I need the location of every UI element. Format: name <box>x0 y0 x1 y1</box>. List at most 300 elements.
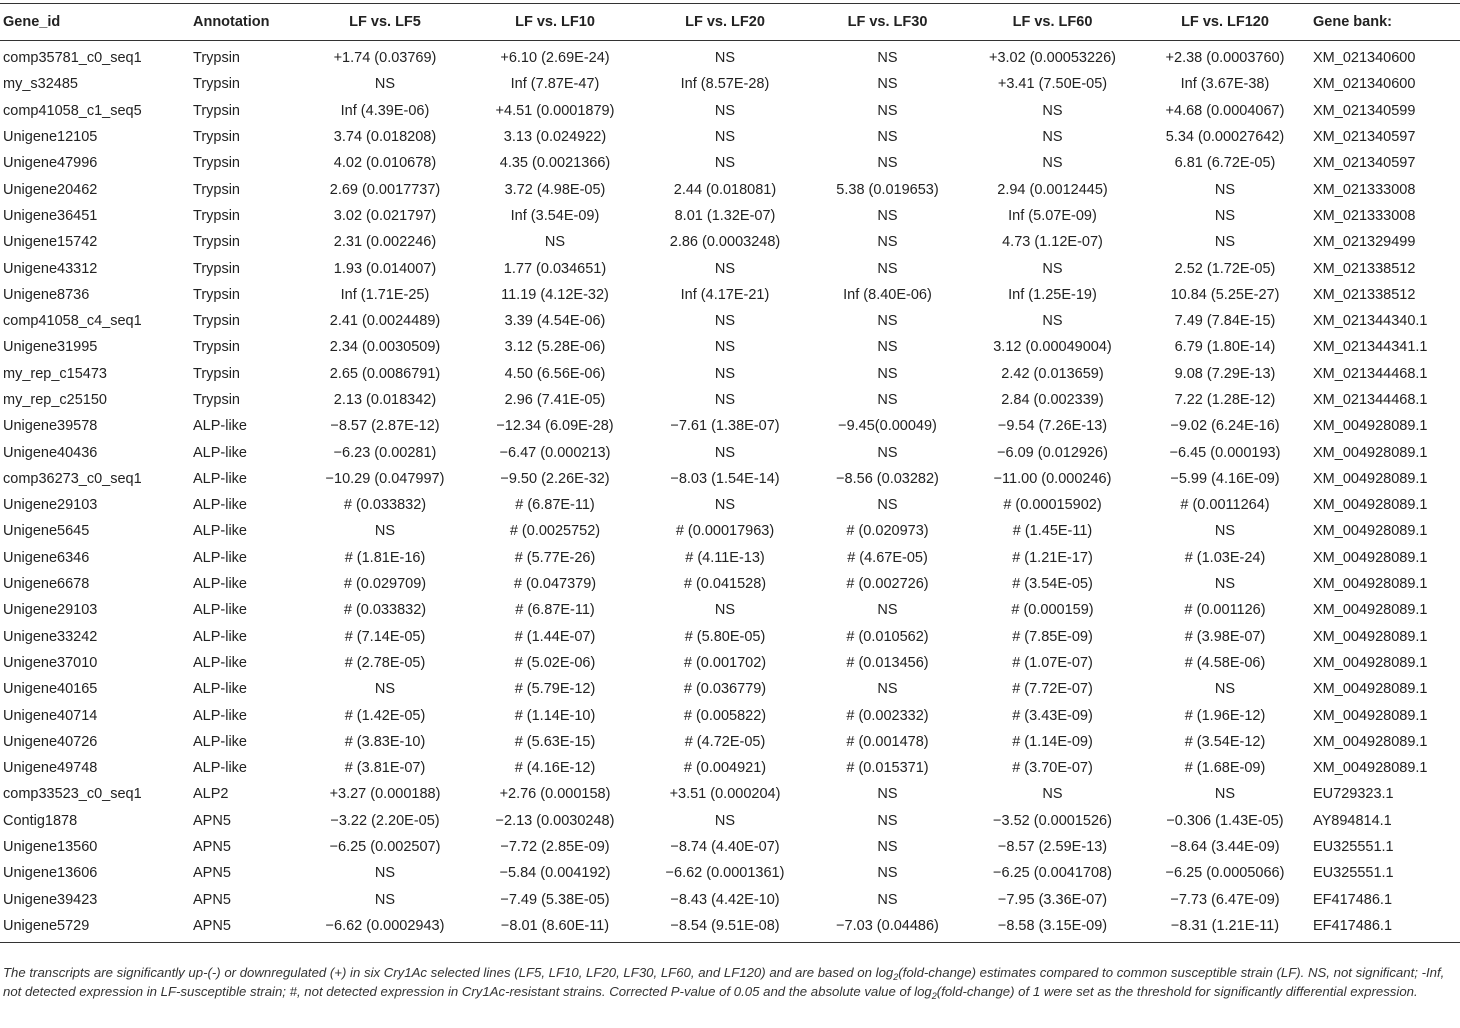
gene-id-cell: Unigene37010 <box>3 654 98 671</box>
lf20-cell: NS <box>714 50 736 67</box>
lf10-cell: Inf (3.54E-09) <box>510 207 600 224</box>
table-row <box>0 913 1460 943</box>
lf60-cell: # (3.70E-07) <box>1012 760 1093 777</box>
lf5-cell: 4.02 (0.010678) <box>333 155 437 172</box>
lf120-cell: # (1.03E-24) <box>1184 549 1266 566</box>
lf5-cell: 3.74 (0.018208) <box>333 129 437 146</box>
table-row <box>0 676 1460 702</box>
lf30-cell: # (0.002332) <box>846 707 929 724</box>
gene-bank-cell: EU325551.1 <box>1313 839 1394 856</box>
lf60-cell: NS <box>1042 786 1063 803</box>
lf5-cell: 2.41 (0.0024489) <box>329 313 441 330</box>
lf10-cell: +6.10 (2.69E-24) <box>500 50 610 67</box>
lf5-cell: # (2.78E-05) <box>344 654 426 671</box>
lf5-cell: −8.57 (2.87E-12) <box>330 418 440 435</box>
gene-bank-cell: XM_004928089.1 <box>1313 707 1428 724</box>
lf5-cell: 2.13 (0.018342) <box>333 392 437 408</box>
lf20-cell: 2.86 (0.0003248) <box>669 234 781 251</box>
table-row <box>0 860 1460 886</box>
lf10-cell: −7.72 (2.85E-09) <box>500 839 610 856</box>
gene-id-cell: Unigene6346 <box>3 549 90 566</box>
lf5-cell: 2.69 (0.0017737) <box>329 181 441 198</box>
gene-id-cell: Unigene8736 <box>3 286 90 303</box>
gene-id-cell: Unigene31995 <box>3 339 98 356</box>
table-footnote <box>3 963 1457 1001</box>
lf5-cell: −3.22 (2.20E-05) <box>330 812 440 829</box>
lf10-cell: −8.01 (8.60E-11) <box>470 913 640 943</box>
table-row <box>0 124 1460 150</box>
lf10-cell: # (5.63E-15) <box>514 733 596 750</box>
gene-bank-cell: XM_004928089.1 <box>1313 602 1428 619</box>
table-row <box>0 729 1460 755</box>
lf10-cell: −6.47 (0.000213) <box>499 444 611 461</box>
lf10-cell: # (1.44E-07) <box>514 628 596 645</box>
lf120-cell: # (3.98E-07) <box>1184 628 1266 645</box>
gene-id-cell: Unigene5645 <box>3 523 90 540</box>
gene-bank-cell: EU325551.1 <box>1313 865 1394 882</box>
annotation-cell: ALP2 <box>193 786 229 803</box>
annotation-cell: ALP-like <box>193 549 247 566</box>
gene-id-cell: Unigene49748 <box>3 760 98 777</box>
gene-id-cell: comp35781_c0_seq1 <box>3 50 142 67</box>
table-row <box>0 466 1460 492</box>
lf5-cell: # (0.033832) <box>343 602 427 619</box>
gene-bank-cell: XM_021329499 <box>1313 234 1416 251</box>
lf5-cell: 2.31 (0.002246) <box>333 234 437 251</box>
lf5-cell: −6.25 (0.002507) <box>329 839 441 856</box>
lf30-cell: # (0.013456) <box>846 654 929 671</box>
lf30-cell: # (0.010562) <box>846 628 929 645</box>
annotation-cell: Trypsin <box>193 207 240 224</box>
lf10-cell: −9.50 (2.26E-32) <box>500 470 610 487</box>
lf20-cell: +3.51 (0.000204) <box>669 786 781 803</box>
lf20-cell: Inf (8.57E-28) <box>680 76 770 93</box>
table-row <box>0 41 1460 72</box>
gene-id-cell: Unigene39423 <box>3 891 98 908</box>
table-row <box>0 176 1460 202</box>
lf120-cell: −7.73 (6.47E-09) <box>1170 891 1280 908</box>
annotation-cell: Trypsin <box>193 181 240 198</box>
lf60-cell: # (1.21E-17) <box>1012 549 1093 566</box>
lf120-cell: NS <box>1214 181 1236 198</box>
header-lf5: LF vs. LF5 <box>300 4 470 41</box>
lf120-cell: −5.99 (4.16E-09) <box>1170 470 1280 487</box>
lf30-cell: NS <box>877 50 898 67</box>
table-row <box>0 545 1460 571</box>
lf10-cell: 3.12 (5.28E-06) <box>504 339 606 356</box>
lf5-cell: −6.23 (0.00281) <box>333 444 437 461</box>
annotation-cell: Trypsin <box>193 102 240 119</box>
annotation-cell: Trypsin <box>193 76 240 93</box>
lf10-cell: 1.77 (0.034651) <box>503 260 607 277</box>
lf10-cell: # (5.79E-12) <box>514 681 596 698</box>
lf60-cell: NS <box>1042 260 1063 277</box>
lf20-cell: NS <box>714 812 736 829</box>
table-row <box>0 781 1460 807</box>
lf5-cell: +1.74 (0.03769) <box>333 50 437 67</box>
lf10-cell: 2.96 (7.41E-05) <box>504 392 606 408</box>
lf10-cell: +2.76 (0.000158) <box>499 786 611 803</box>
lf120-cell: −0.306 (1.43E-05) <box>1166 812 1284 829</box>
lf20-cell: NS <box>714 339 736 356</box>
lf10-cell: # (0.0025752) <box>509 523 601 540</box>
lf120-cell: +4.68 (0.0004067) <box>1165 102 1285 119</box>
lf20-cell: # (0.001702) <box>683 654 767 671</box>
header-gene-id: Gene_id <box>0 4 190 41</box>
gene-id-cell: Unigene36451 <box>3 207 98 224</box>
lf60-cell: 3.12 (0.00049004) <box>993 339 1112 356</box>
lf20-cell: NS <box>714 313 736 330</box>
lf5-cell: NS <box>374 76 396 93</box>
lf20-cell: −8.43 (4.42E-10) <box>670 891 780 908</box>
annotation-cell: ALP-like <box>193 523 247 540</box>
lf30-cell: NS <box>877 865 898 882</box>
lf60-cell: −8.58 (3.15E-09) <box>965 913 1140 943</box>
gene-bank-cell: XM_004928089.1 <box>1313 418 1428 435</box>
lf10-cell: +4.51 (0.0001879) <box>495 102 615 119</box>
lf5-cell: 2.34 (0.0030509) <box>329 339 441 356</box>
gene-id-cell: comp41058_c4_seq1 <box>3 313 142 330</box>
table-row <box>0 387 1460 413</box>
lf120-cell: 6.79 (1.80E-14) <box>1174 339 1276 356</box>
table-row <box>0 755 1460 781</box>
annotation-cell: Trypsin <box>193 260 240 277</box>
lf60-cell: −11.00 (0.000246) <box>993 470 1112 487</box>
lf10-cell: Inf (7.87E-47) <box>510 76 600 93</box>
lf10-cell: −12.34 (6.09E-28) <box>496 418 614 435</box>
lf120-cell: −6.25 (0.0005066) <box>1165 865 1285 882</box>
lf10-cell: 4.50 (6.56E-06) <box>504 365 606 382</box>
lf5-cell: Inf (4.39E-06) <box>340 102 430 119</box>
lf5-cell: # (0.029709) <box>343 576 427 593</box>
annotation-cell: ALP-like <box>193 654 247 671</box>
lf30-cell: −9.45(0.00049) <box>838 418 937 435</box>
header-lf120: LF vs. LF120 <box>1140 4 1310 41</box>
gene-bank-cell: XM_021344468.1 <box>1313 365 1428 382</box>
lf120-cell: # (0.0011264) <box>1180 497 1270 514</box>
lf30-cell: NS <box>877 234 898 251</box>
lf20-cell: NS <box>714 155 736 172</box>
lf60-cell: −8.57 (2.59E-13) <box>997 839 1108 856</box>
lf120-cell: # (1.68E-09) <box>1184 760 1266 777</box>
annotation-cell: APN5 <box>193 839 231 856</box>
table-row <box>0 571 1460 597</box>
lf10-cell: NS <box>544 234 566 251</box>
lf20-cell: # (4.11E-13) <box>685 549 765 566</box>
lf30-cell: NS <box>877 891 898 908</box>
lf5-cell: −10.29 (0.047997) <box>325 470 445 487</box>
lf10-cell: # (6.87E-11) <box>515 602 595 619</box>
lf60-cell: −7.95 (3.36E-07) <box>997 891 1108 908</box>
footnote-part3: (fold-change) of 1 were set as the threshold for significantly differential expression. <box>936 984 1418 999</box>
lf5-cell: NS <box>374 865 396 882</box>
gene-id-cell: Unigene43312 <box>3 260 98 277</box>
lf30-cell: NS <box>877 313 898 330</box>
lf20-cell: # (0.041528) <box>683 576 767 593</box>
gene-id-cell: Unigene29103 <box>3 497 98 514</box>
annotation-cell: ALP-like <box>193 602 247 619</box>
lf20-cell: # (4.72E-05) <box>684 733 766 750</box>
lf60-cell: −6.25 (0.0041708) <box>993 865 1112 882</box>
table-row <box>0 98 1460 124</box>
gene-id-cell: Unigene40726 <box>3 733 98 750</box>
gene-bank-cell: XM_004928089.1 <box>1313 576 1428 593</box>
header-gene-bank: Gene bank: <box>1310 4 1460 41</box>
lf60-cell: NS <box>1042 155 1063 172</box>
lf5-cell: # (1.42E-05) <box>344 707 426 724</box>
lf20-cell: −8.03 (1.54E-14) <box>670 470 780 487</box>
header-lf20: LF vs. LF20 <box>640 4 810 41</box>
table-row <box>0 361 1460 387</box>
lf20-cell: Inf (4.17E-21) <box>680 286 770 303</box>
lf60-cell: # (1.14E-09) <box>1012 733 1093 750</box>
lf60-cell: Inf (5.07E-09) <box>1008 207 1097 224</box>
annotation-cell: APN5 <box>193 891 231 908</box>
lf30-cell: NS <box>877 207 898 224</box>
annotation-cell: APN5 <box>193 865 231 882</box>
lf120-cell: +2.38 (0.0003760) <box>1165 50 1285 67</box>
annotation-cell: Trypsin <box>193 234 240 251</box>
lf30-cell: # (0.001478) <box>846 733 929 750</box>
lf60-cell: # (7.72E-07) <box>1012 681 1093 698</box>
lf60-cell: 2.42 (0.013659) <box>1001 365 1104 382</box>
lf120-cell: NS <box>1214 234 1236 251</box>
table-row <box>0 518 1460 544</box>
lf30-cell: −7.03 (0.04486) <box>810 913 965 943</box>
lf60-cell: # (1.07E-07) <box>1012 654 1093 671</box>
gene-bank-cell: XM_004928089.1 <box>1313 444 1428 461</box>
lf120-cell: 9.08 (7.29E-13) <box>1174 365 1276 382</box>
gene-id-cell: Contig1878 <box>3 812 78 829</box>
annotation-cell: Trypsin <box>193 286 240 303</box>
gene-bank-cell: XM_021340597 <box>1313 155 1416 172</box>
gene-id-cell: Unigene40436 <box>3 444 98 461</box>
lf10-cell: # (0.047379) <box>513 576 597 593</box>
annotation-cell: Trypsin <box>193 339 240 356</box>
gene-bank-cell: XM_004928089.1 <box>1313 654 1428 671</box>
annotation-cell: Trypsin <box>193 155 240 172</box>
lf10-cell: 4.35 (0.0021366) <box>499 155 611 172</box>
table-row <box>0 650 1460 676</box>
lf60-cell: # (7.85E-09) <box>1012 628 1093 645</box>
table-row <box>0 150 1460 176</box>
header-row <box>0 4 1460 41</box>
lf20-cell: NS <box>714 260 736 277</box>
annotation-cell: APN5 <box>193 812 231 829</box>
gene-bank-cell: XM_021340599 <box>1313 102 1416 119</box>
lf10-cell: 3.72 (4.98E-05) <box>504 181 606 198</box>
lf20-cell: 2.44 (0.018081) <box>673 181 777 198</box>
lf30-cell: NS <box>877 812 898 829</box>
gene-id-cell: Unigene40165 <box>3 681 98 698</box>
lf20-cell: −8.74 (4.40E-07) <box>670 839 780 856</box>
lf120-cell: 10.84 (5.25E-27) <box>1170 286 1280 303</box>
annotation-cell: ALP-like <box>193 497 247 514</box>
gene-bank-cell: XM_004928089.1 <box>1313 470 1428 487</box>
gene-id-cell: Unigene47996 <box>3 155 98 172</box>
table-row <box>0 702 1460 728</box>
lf5-cell: NS <box>374 681 396 698</box>
annotation-cell: ALP-like <box>193 628 247 645</box>
lf10-cell: 3.13 (0.024922) <box>503 129 607 146</box>
annotation-cell: Trypsin <box>193 313 240 330</box>
lf5-cell: +3.27 (0.000188) <box>329 786 441 803</box>
lf30-cell: NS <box>877 260 898 277</box>
lf30-cell: NS <box>877 129 898 146</box>
gene-bank-cell: XM_021338512 <box>1313 286 1416 303</box>
lf60-cell: −3.52 (0.0001526) <box>993 812 1112 829</box>
lf10-cell: 3.39 (4.54E-06) <box>504 313 606 330</box>
lf20-cell: NS <box>714 365 736 382</box>
lf120-cell: −8.64 (3.44E-09) <box>1170 839 1280 856</box>
table-row <box>0 597 1460 623</box>
annotation-cell: ALP-like <box>193 707 247 724</box>
lf30-cell: NS <box>877 839 898 856</box>
lf120-cell: Inf (3.67E-38) <box>1180 76 1270 93</box>
lf5-cell: # (0.033832) <box>343 497 427 514</box>
table-row <box>0 71 1460 97</box>
gene-id-cell: comp41058_c1_seq5 <box>3 102 142 119</box>
lf20-cell: # (5.80E-05) <box>684 628 766 645</box>
lf5-cell: NS <box>374 523 396 540</box>
lf20-cell: −7.61 (1.38E-07) <box>670 418 780 435</box>
lf20-cell: NS <box>714 602 736 619</box>
gene-id-cell: Unigene20462 <box>3 181 98 198</box>
lf20-cell: # (0.00017963) <box>675 523 775 540</box>
table-row <box>0 887 1460 913</box>
lf5-cell: # (1.81E-16) <box>344 549 426 566</box>
lf5-cell: 3.02 (0.021797) <box>333 207 437 224</box>
table-row <box>0 308 1460 334</box>
lf30-cell: NS <box>877 365 898 382</box>
lf10-cell: −5.84 (0.004192) <box>499 865 611 882</box>
header-lf30: LF vs. LF30 <box>810 4 965 41</box>
gene-id-cell: comp36273_c0_seq1 <box>3 470 142 487</box>
lf5-cell: NS <box>374 891 396 908</box>
lf30-cell: NS <box>877 102 898 119</box>
lf60-cell: 4.73 (1.12E-07) <box>1002 234 1103 251</box>
annotation-cell: Trypsin <box>193 392 240 408</box>
lf10-cell: −7.49 (5.38E-05) <box>500 891 610 908</box>
lf120-cell: −9.02 (6.24E-16) <box>1170 418 1280 435</box>
lf30-cell: NS <box>877 76 898 93</box>
lf20-cell: NS <box>714 392 736 408</box>
gene-id-cell: Unigene29103 <box>3 602 98 619</box>
table-row <box>0 255 1460 281</box>
table-row <box>0 834 1460 860</box>
lf120-cell: 7.49 (7.84E-15) <box>1174 313 1276 330</box>
lf5-cell: Inf (1.71E-25) <box>340 286 430 303</box>
lf20-cell: NS <box>714 102 736 119</box>
gene-bank-cell: XM_004928089.1 <box>1313 549 1428 566</box>
lf30-cell: # (0.020973) <box>846 523 929 540</box>
lf5-cell: 1.93 (0.014007) <box>333 260 437 277</box>
table-row <box>0 334 1460 360</box>
lf20-cell: 8.01 (1.32E-07) <box>674 207 776 224</box>
annotation-cell: Trypsin <box>193 365 240 382</box>
lf20-cell: # (0.005822) <box>683 707 767 724</box>
annotation-cell: ALP-like <box>193 760 247 777</box>
gene-id-cell: Unigene39578 <box>3 418 98 435</box>
gene-id-cell: my_rep_c15473 <box>3 365 107 382</box>
gene-id-cell: Unigene13606 <box>3 865 98 882</box>
lf60-cell: # (3.43E-09) <box>1012 707 1093 724</box>
lf60-cell: −9.54 (7.26E-13) <box>997 418 1108 435</box>
table-row <box>0 492 1460 518</box>
lf10-cell: # (5.02E-06) <box>514 654 596 671</box>
annotation-cell: ALP-like <box>193 418 247 435</box>
lf120-cell: 7.22 (1.28E-12) <box>1174 392 1276 408</box>
gene-bank-cell: XM_004928089.1 <box>1313 760 1428 777</box>
lf10-cell: # (6.87E-11) <box>515 497 595 514</box>
gene-bank-cell: XM_021333008 <box>1313 207 1416 224</box>
lf20-cell: −8.54 (9.51E-08) <box>640 913 810 943</box>
lf60-cell: 2.84 (0.002339) <box>1001 392 1104 408</box>
table-row <box>0 808 1460 834</box>
gene-bank-cell: XM_021344468.1 <box>1313 392 1428 408</box>
lf120-cell: 2.52 (1.72E-05) <box>1174 260 1276 277</box>
lf30-cell: NS <box>877 786 898 803</box>
lf10-cell: # (5.77E-26) <box>514 549 596 566</box>
lf60-cell: # (3.54E-05) <box>1012 576 1093 593</box>
footnote-sub1: 2 <box>893 972 899 982</box>
lf20-cell: NS <box>714 444 736 461</box>
table-row <box>0 203 1460 229</box>
annotation-cell: ALP-like <box>193 681 247 698</box>
lf30-cell: NS <box>877 155 898 172</box>
annotation-cell: Trypsin <box>193 50 240 67</box>
lf30-cell: NS <box>877 681 898 698</box>
lf20-cell: NS <box>714 497 736 514</box>
gene-expression-table <box>0 3 1460 943</box>
lf60-cell: −6.09 (0.012926) <box>997 444 1108 461</box>
lf30-cell: # (4.67E-05) <box>847 549 928 566</box>
lf5-cell: −6.62 (0.0002943) <box>300 913 470 943</box>
gene-bank-cell: XM_021344341.1 <box>1313 339 1428 356</box>
annotation-cell: ALP-like <box>193 444 247 461</box>
annotation-cell: ALP-like <box>193 733 247 750</box>
lf30-cell: −8.56 (0.03282) <box>836 470 939 487</box>
annotation-cell: APN5 <box>190 913 300 943</box>
lf120-cell: −8.31 (1.21E-11) <box>1140 913 1310 943</box>
lf10-cell: 11.19 (4.12E-32) <box>501 286 609 303</box>
gene-bank-cell: XM_021333008 <box>1313 181 1416 198</box>
gene-bank-cell: XM_004928089.1 <box>1313 497 1428 514</box>
lf5-cell: 2.65 (0.0086791) <box>329 365 441 382</box>
gene-bank-cell: AY894814.1 <box>1313 812 1392 829</box>
lf20-cell: # (0.036779) <box>683 681 767 698</box>
lf5-cell: # (3.81E-07) <box>344 760 426 777</box>
lf30-cell: # (0.002726) <box>846 576 929 593</box>
lf120-cell: 6.81 (6.72E-05) <box>1174 155 1276 172</box>
gene-bank-cell: XM_021344340.1 <box>1313 313 1428 330</box>
lf30-cell: 5.38 (0.019653) <box>836 181 939 198</box>
lf60-cell: Inf (1.25E-19) <box>1008 286 1097 303</box>
gene-id-cell: comp33523_c0_seq1 <box>3 786 142 803</box>
lf5-cell: # (3.83E-10) <box>344 733 426 750</box>
gene-bank-cell: EF417486.1 <box>1313 891 1393 908</box>
lf120-cell: # (0.001126) <box>1184 602 1266 619</box>
lf120-cell: # (3.54E-12) <box>1184 733 1266 750</box>
lf10-cell: # (1.14E-10) <box>514 707 596 724</box>
gene-bank-cell: EU729323.1 <box>1313 786 1394 803</box>
table-row <box>0 624 1460 650</box>
gene-bank-cell: XM_004928089.1 <box>1313 681 1428 698</box>
lf60-cell: NS <box>1042 102 1063 119</box>
lf60-cell: +3.41 (7.50E-05) <box>997 76 1108 93</box>
lf30-cell: # (0.015371) <box>846 760 929 777</box>
gene-id-cell: Unigene40714 <box>3 707 98 724</box>
